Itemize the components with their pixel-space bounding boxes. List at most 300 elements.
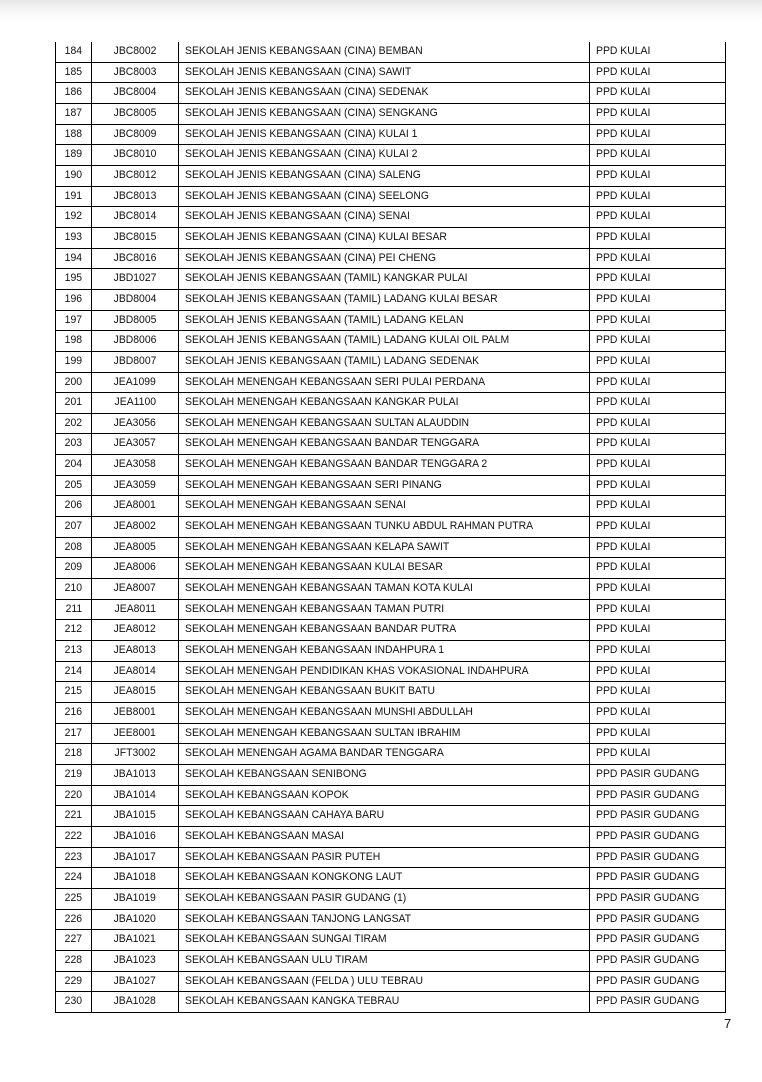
school-name: SEKOLAH MENENGAH KEBANGSAAN KELAPA SAWIT — [185, 540, 450, 553]
district-office-cell — [590, 310, 726, 331]
table-row — [56, 227, 726, 248]
row-number: 211 — [65, 602, 82, 615]
district-office-cell — [590, 847, 726, 868]
district-office: PPD KULAI — [596, 478, 651, 491]
row-number: 219 — [64, 767, 83, 780]
table-row — [56, 145, 726, 166]
table-row — [56, 165, 726, 186]
district-office-cell — [590, 248, 726, 269]
table-row — [56, 703, 726, 724]
school-code: JBA1027 — [113, 974, 157, 987]
row-number: 210 — [64, 582, 83, 595]
school-name-cell — [179, 248, 590, 269]
row-number-cell — [56, 826, 92, 847]
district-office: PPD KULAI — [596, 230, 651, 243]
district-office-cell — [590, 475, 726, 496]
school-code-cell — [92, 558, 179, 579]
district-office: PPD KULAI — [596, 602, 651, 615]
district-office: PPD PASIR GUDANG — [596, 974, 700, 987]
row-number-cell — [56, 248, 92, 269]
school-code-cell — [92, 785, 179, 806]
district-office-cell — [590, 806, 726, 827]
school-name: SEKOLAH JENIS KEBANGSAAN (CINA) PEI CHENG — [185, 251, 436, 264]
row-number: 228 — [64, 953, 83, 966]
school-code: JFT3002 — [114, 747, 156, 760]
school-code: JEA1100 — [114, 396, 156, 409]
school-code-cell — [92, 764, 179, 785]
row-number-cell — [56, 661, 92, 682]
row-number-cell — [56, 868, 92, 889]
page-number: 7 — [724, 1016, 732, 1031]
row-number-cell — [56, 62, 92, 83]
district-office-cell — [590, 186, 726, 207]
row-number-cell — [56, 744, 92, 765]
school-name: SEKOLAH KEBANGSAAN KONGKONG LAUT — [185, 871, 403, 884]
row-number: 216 — [64, 706, 83, 718]
district-office: PPD KULAI — [596, 644, 651, 657]
table-row — [56, 475, 726, 496]
table-row — [56, 723, 726, 744]
school-name-cell — [179, 950, 590, 971]
school-name-cell — [179, 62, 590, 83]
district-office: PPD PASIR GUDANG — [596, 933, 700, 946]
table-row — [56, 888, 726, 909]
district-office: PPD KULAI — [596, 272, 651, 285]
school-name: SEKOLAH JENIS KEBANGSAAN (CINA) SEDENAK — [185, 86, 429, 99]
district-office-cell — [590, 289, 726, 310]
table-row — [56, 579, 726, 600]
district-office: PPD KULAI — [596, 747, 651, 760]
school-code: JBA1017 — [113, 850, 157, 863]
row-number: 191 — [64, 189, 83, 202]
table-row — [56, 744, 726, 765]
school-name-cell — [179, 682, 590, 703]
district-office: PPD KULAI — [596, 210, 651, 223]
school-name: SEKOLAH MENENGAH KEBANGSAAN BANDAR PUTRA — [185, 623, 457, 636]
school-name-cell — [179, 992, 590, 1013]
district-office: PPD KULAI — [596, 189, 651, 202]
row-number-cell — [56, 682, 92, 703]
school-name: SEKOLAH JENIS KEBANGSAAN (CINA) SENGKANG — [185, 106, 438, 119]
table-row — [56, 413, 726, 434]
school-name-cell — [179, 475, 590, 496]
school-code-cell — [92, 599, 179, 620]
table-row — [56, 42, 726, 62]
district-office-cell — [590, 269, 726, 290]
district-office: PPD PASIR GUDANG — [596, 871, 700, 884]
row-number: 200 — [64, 375, 83, 388]
district-office: PPD KULAI — [596, 106, 651, 119]
district-office: PPD KULAI — [596, 334, 651, 347]
school-code: JEA8014 — [113, 664, 157, 677]
school-name: SEKOLAH JENIS KEBANGSAAN (CINA) SENAI — [185, 210, 410, 223]
school-code: JBC8005 — [113, 106, 157, 119]
row-number-cell — [56, 620, 92, 641]
district-office: PPD KULAI — [596, 127, 651, 140]
school-name-cell — [179, 434, 590, 455]
school-code: JEA8005 — [113, 540, 157, 553]
district-office: PPD KULAI — [596, 86, 651, 99]
school-code: JBA1016 — [113, 829, 157, 842]
row-number: 229 — [64, 974, 83, 987]
row-number: 206 — [64, 499, 83, 512]
school-name-cell — [179, 351, 590, 372]
school-code: JBC8002 — [113, 45, 157, 57]
row-number: 213 — [64, 644, 83, 657]
school-name-cell — [179, 641, 590, 662]
district-office: PPD KULAI — [596, 45, 651, 57]
school-name: SEKOLAH KEBANGSAAN PASIR GUDANG (1) — [185, 891, 407, 904]
row-number-cell — [56, 909, 92, 930]
row-number-cell — [56, 950, 92, 971]
district-office: PPD PASIR GUDANG — [596, 912, 700, 925]
school-code-cell — [92, 393, 179, 414]
district-office: PPD PASIR GUDANG — [596, 850, 700, 863]
table-row — [56, 682, 726, 703]
school-code-cell — [92, 826, 179, 847]
district-office-cell — [590, 227, 726, 248]
district-office-cell — [590, 620, 726, 641]
school-code-cell — [92, 496, 179, 517]
row-number-cell — [56, 124, 92, 145]
district-office-cell — [590, 661, 726, 682]
row-number-cell — [56, 517, 92, 538]
table-row — [56, 372, 726, 393]
school-name: SEKOLAH MENENGAH KEBANGSAAN SERI PULAI PERDANA — [185, 375, 486, 388]
district-office-cell — [590, 42, 726, 62]
school-code: JBA1028 — [113, 995, 157, 1008]
row-number: 196 — [64, 292, 83, 305]
district-office: PPD PASIR GUDANG — [596, 953, 700, 966]
table-row — [56, 83, 726, 104]
district-office-cell — [590, 764, 726, 785]
row-number-cell — [56, 351, 92, 372]
row-number: 215 — [64, 685, 83, 698]
district-office-cell — [590, 207, 726, 228]
district-office-cell — [590, 413, 726, 434]
school-code-cell — [92, 579, 179, 600]
district-office-cell — [590, 682, 726, 703]
school-code-cell — [92, 372, 179, 393]
table-row — [56, 620, 726, 641]
row-number: 198 — [64, 334, 83, 347]
school-code-cell — [92, 42, 179, 62]
school-name-cell — [179, 496, 590, 517]
school-name: SEKOLAH JENIS KEBANGSAAN (CINA) KULAI 1 — [185, 127, 418, 140]
school-code: JEA8013 — [113, 644, 157, 657]
school-code: JBC8013 — [113, 189, 157, 202]
school-code: JBA1023 — [113, 953, 157, 966]
school-code-cell — [92, 992, 179, 1013]
row-number-cell — [56, 641, 92, 662]
row-number: 205 — [64, 478, 83, 491]
district-office-cell — [590, 537, 726, 558]
table-row — [56, 537, 726, 558]
school-code: JBA1015 — [113, 809, 157, 822]
school-code: JEA8015 — [113, 685, 157, 698]
school-name: SEKOLAH JENIS KEBANGSAAN (TAMIL) LADANG KELAN — [185, 313, 464, 326]
school-name: SEKOLAH JENIS KEBANGSAAN (CINA) SAWIT — [185, 65, 412, 78]
table-row — [56, 289, 726, 310]
row-number-cell — [56, 764, 92, 785]
row-number-cell — [56, 888, 92, 909]
row-number-cell — [56, 331, 92, 352]
school-name-cell — [179, 413, 590, 434]
row-number-cell — [56, 475, 92, 496]
district-office-cell — [590, 62, 726, 83]
school-code: JEA3057 — [113, 437, 157, 450]
school-code: JEA8011 — [114, 602, 156, 615]
school-name: SEKOLAH KEBANGSAAN TANJONG LANGSAT — [185, 912, 412, 925]
row-number: 194 — [64, 251, 83, 264]
school-code-cell — [92, 950, 179, 971]
table-row — [56, 930, 726, 951]
school-name-cell — [179, 930, 590, 951]
district-office: PPD PASIR GUDANG — [596, 891, 700, 904]
school-name-cell — [179, 744, 590, 765]
school-code-cell — [92, 269, 179, 290]
school-name: SEKOLAH MENENGAH KEBANGSAAN INDAHPURA 1 — [185, 644, 445, 657]
school-name: SEKOLAH MENENGAH KEBANGSAAN SULTAN ALAUDDIN — [185, 416, 470, 429]
school-code: JEA8001 — [113, 499, 157, 512]
school-code-cell — [92, 165, 179, 186]
school-name: SEKOLAH MENENGAH KEBANGSAAN TAMAN KOTA KULAI — [185, 582, 473, 595]
school-code-cell — [92, 413, 179, 434]
school-code: JEB8001 — [113, 706, 157, 718]
district-office: PPD KULAI — [596, 726, 651, 739]
row-number-cell — [56, 269, 92, 290]
row-number: 188 — [64, 127, 83, 140]
school-code-cell — [92, 620, 179, 641]
district-office: PPD KULAI — [596, 561, 651, 574]
school-name-cell — [179, 868, 590, 889]
school-code-cell — [92, 331, 179, 352]
district-office-cell — [590, 971, 726, 992]
school-code: JEA8002 — [113, 520, 157, 533]
school-name-cell — [179, 661, 590, 682]
school-name: SEKOLAH MENENGAH PENDIDIKAN KHAS VOKASIONAL INDAHPURA — [185, 664, 529, 677]
table-row — [56, 207, 726, 228]
district-office: PPD PASIR GUDANG — [596, 788, 700, 801]
school-name: SEKOLAH JENIS KEBANGSAAN (TAMIL) LADANG SEDENAK — [185, 354, 480, 367]
district-office: PPD KULAI — [596, 520, 651, 533]
district-office: PPD KULAI — [596, 148, 651, 161]
school-name-cell — [179, 558, 590, 579]
row-number-cell — [56, 289, 92, 310]
row-number: 207 — [64, 520, 83, 533]
school-name: SEKOLAH JENIS KEBANGSAAN (CINA) SALENG — [185, 168, 421, 181]
district-office-cell — [590, 744, 726, 765]
school-code: JBD8004 — [113, 292, 157, 305]
school-code: JBA1020 — [113, 912, 157, 925]
row-number: 190 — [64, 168, 83, 181]
school-name-cell — [179, 227, 590, 248]
school-name-cell — [179, 723, 590, 744]
school-code-cell — [92, 744, 179, 765]
row-number-cell — [56, 42, 92, 62]
district-office: PPD KULAI — [596, 65, 651, 78]
table-row — [56, 455, 726, 476]
school-name: SEKOLAH KEBANGSAAN KOPOK — [185, 788, 349, 801]
district-office-cell — [590, 517, 726, 538]
district-office: PPD KULAI — [596, 664, 651, 677]
row-number: 227 — [64, 933, 83, 946]
school-code-cell — [92, 806, 179, 827]
school-name: SEKOLAH MENENGAH KEBANGSAAN BUKIT BATU — [185, 685, 435, 698]
table-row — [56, 971, 726, 992]
district-office-cell — [590, 372, 726, 393]
school-code-cell — [92, 909, 179, 930]
row-number: 224 — [64, 871, 83, 884]
row-number: 230 — [64, 995, 83, 1008]
district-office-cell — [590, 909, 726, 930]
table-row — [56, 103, 726, 124]
row-number: 195 — [64, 272, 83, 285]
school-name: SEKOLAH KEBANGSAAN ULU TIRAM — [185, 953, 368, 966]
row-number-cell — [56, 930, 92, 951]
school-list-table — [55, 42, 726, 1013]
school-code-cell — [92, 723, 179, 744]
school-code-cell — [92, 207, 179, 228]
school-code-cell — [92, 186, 179, 207]
district-office: PPD KULAI — [596, 354, 651, 367]
row-number-cell — [56, 579, 92, 600]
school-name: SEKOLAH KEBANGSAAN MASAI — [185, 829, 345, 842]
school-name: SEKOLAH JENIS KEBANGSAAN (TAMIL) LADANG KULAI OIL PALM — [185, 334, 510, 347]
row-number: 199 — [64, 354, 83, 367]
district-office: PPD PASIR GUDANG — [596, 809, 700, 822]
table-row — [56, 847, 726, 868]
school-code: JBA1018 — [113, 871, 157, 884]
row-number-cell — [56, 806, 92, 827]
row-number-cell — [56, 599, 92, 620]
school-name-cell — [179, 703, 590, 724]
school-code: JBA1019 — [113, 891, 157, 904]
school-code: JEA3056 — [113, 416, 157, 429]
school-code-cell — [92, 661, 179, 682]
school-name: SEKOLAH MENENGAH KEBANGSAAN TAMAN PUTRI — [185, 602, 445, 615]
row-number: 222 — [64, 829, 83, 842]
school-name-cell — [179, 289, 590, 310]
school-code: JEE8001 — [113, 726, 157, 739]
table-row — [56, 331, 726, 352]
school-code: JBC8016 — [113, 251, 157, 264]
school-code-cell — [92, 682, 179, 703]
row-number: 186 — [64, 86, 83, 99]
school-code: JEA3058 — [113, 458, 157, 471]
row-number-cell — [56, 83, 92, 104]
school-code: JEA3059 — [113, 478, 157, 491]
school-name: SEKOLAH MENENGAH KEBANGSAAN SULTAN IBRAHIM — [185, 726, 461, 739]
school-name: SEKOLAH JENIS KEBANGSAAN (TAMIL) LADANG KULAI BESAR — [185, 292, 498, 305]
school-code: JBC8004 — [113, 86, 157, 99]
district-office: PPD KULAI — [596, 168, 651, 181]
district-office: PPD KULAI — [596, 499, 651, 512]
school-code: JBC8015 — [113, 230, 157, 243]
school-code: JEA8006 — [113, 561, 157, 574]
row-number: 185 — [64, 65, 83, 78]
row-number: 220 — [64, 788, 83, 801]
school-code-cell — [92, 475, 179, 496]
table-row — [56, 517, 726, 538]
school-code: JBD1027 — [113, 272, 157, 285]
row-number-cell — [56, 847, 92, 868]
row-number-cell — [56, 393, 92, 414]
row-number-cell — [56, 186, 92, 207]
school-code-cell — [92, 351, 179, 372]
table-row — [56, 434, 726, 455]
school-name-cell — [179, 310, 590, 331]
school-code-cell — [92, 888, 179, 909]
school-name-cell — [179, 145, 590, 166]
school-name-cell — [179, 909, 590, 930]
school-name: SEKOLAH KEBANGSAAN (FELDA ) ULU TEBRAU — [185, 974, 424, 987]
row-number-cell — [56, 145, 92, 166]
school-name: SEKOLAH MENENGAH AGAMA BANDAR TENGGARA — [185, 747, 444, 760]
table-row — [56, 248, 726, 269]
row-number: 223 — [64, 850, 83, 863]
row-number: 197 — [64, 313, 83, 326]
district-office: PPD KULAI — [596, 685, 651, 698]
school-name: SEKOLAH MENENGAH KEBANGSAAN BANDAR TENGGARA 2 — [185, 458, 488, 471]
row-number: 217 — [64, 726, 83, 739]
row-number: 193 — [64, 230, 83, 243]
school-code: JBD8006 — [113, 334, 157, 347]
table-row — [56, 269, 726, 290]
school-name: SEKOLAH JENIS KEBANGSAAN (CINA) KULAI 2 — [185, 148, 418, 161]
district-office-cell — [590, 930, 726, 951]
row-number: 221 — [64, 809, 83, 822]
row-number-cell — [56, 434, 92, 455]
district-office: PPD KULAI — [596, 458, 651, 471]
district-office-cell — [590, 723, 726, 744]
school-name: SEKOLAH MENENGAH KEBANGSAAN TUNKU ABDUL RAHMAN PUTRA — [185, 520, 534, 533]
row-number: 192 — [64, 210, 83, 223]
table-row — [56, 909, 726, 930]
row-number-cell — [56, 310, 92, 331]
district-office: PPD KULAI — [596, 706, 651, 718]
school-name: SEKOLAH KEBANGSAAN SENIBONG — [185, 767, 367, 780]
school-name-cell — [179, 971, 590, 992]
district-office-cell — [590, 103, 726, 124]
school-code-cell — [92, 227, 179, 248]
row-number: 189 — [64, 148, 83, 161]
row-number-cell — [56, 227, 92, 248]
school-name-cell — [179, 269, 590, 290]
district-office-cell — [590, 826, 726, 847]
school-code-cell — [92, 103, 179, 124]
table-row — [56, 992, 726, 1013]
table-row — [56, 661, 726, 682]
row-number: 225 — [64, 891, 83, 904]
school-name-cell — [179, 83, 590, 104]
district-office: PPD PASIR GUDANG — [596, 767, 700, 780]
school-code: JBD8005 — [113, 313, 157, 326]
school-code-cell — [92, 248, 179, 269]
school-code-cell — [92, 83, 179, 104]
school-name-cell — [179, 517, 590, 538]
row-number: 212 — [64, 623, 83, 636]
school-name: SEKOLAH JENIS KEBANGSAAN (CINA) SEELONG — [185, 189, 429, 202]
row-number: 226 — [64, 912, 83, 925]
table-row — [56, 124, 726, 145]
table-row — [56, 785, 726, 806]
district-office: PPD KULAI — [596, 251, 651, 264]
district-office: PPD KULAI — [596, 292, 651, 305]
table-row — [56, 351, 726, 372]
district-office-cell — [590, 165, 726, 186]
school-name-cell — [179, 165, 590, 186]
